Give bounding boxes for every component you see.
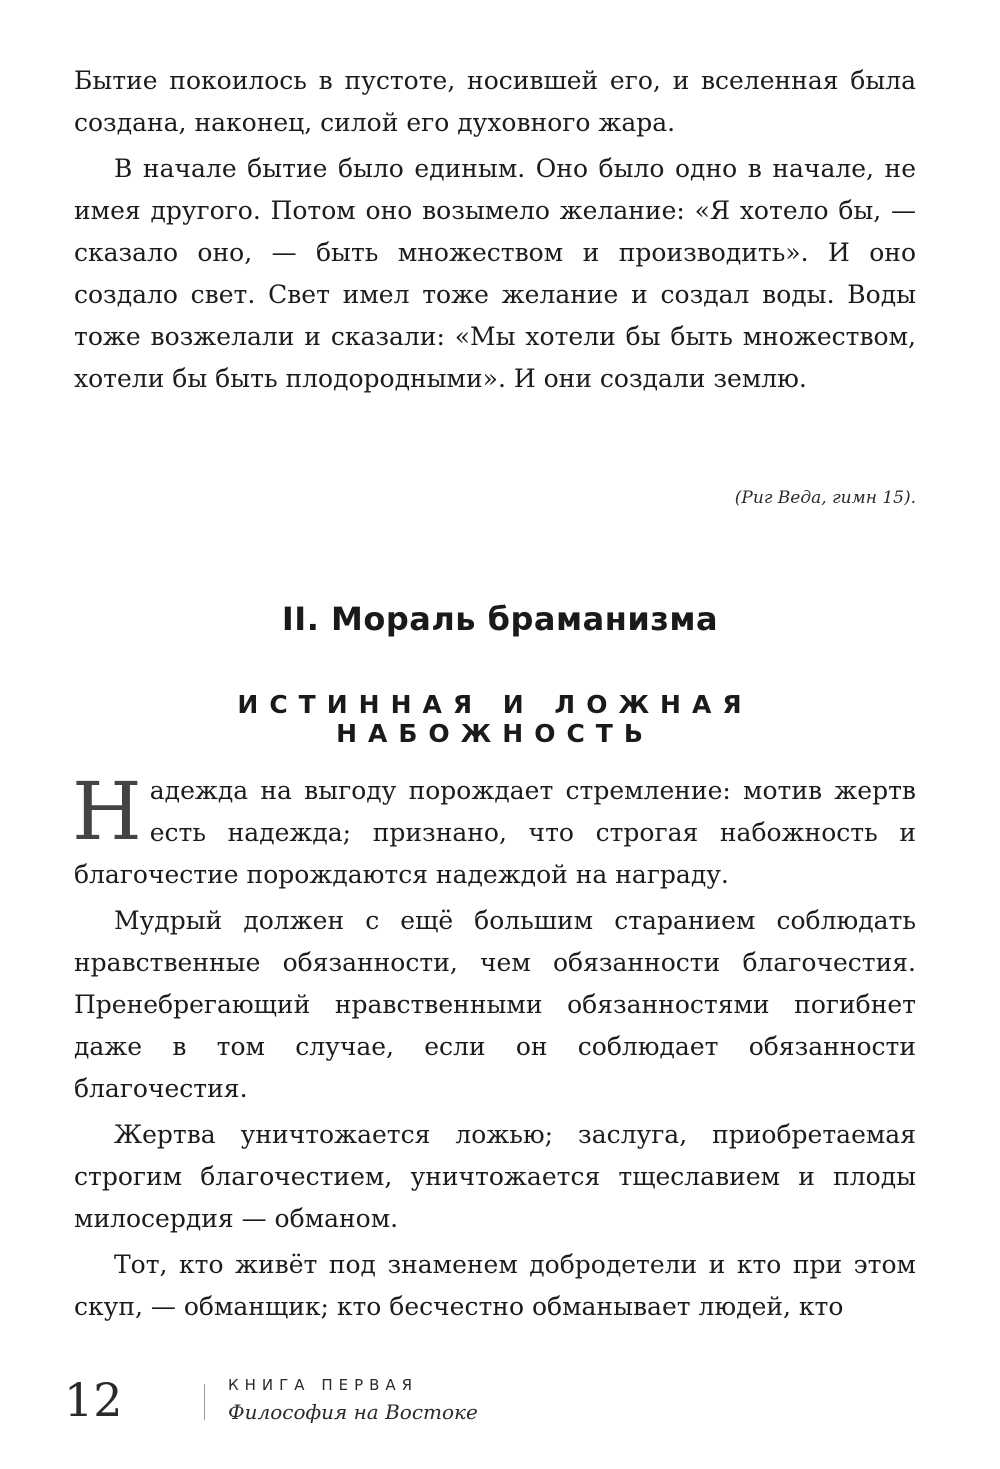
paragraph: В начале бытие было единым. Оно было одно в начале, не имея другого. Потом оно возымело желание: «Я хотело бы, — сказало оно, — быть множеством и производить». И оно создало свет. Свет имел тоже желание и создал воды. Воды тоже возжелали и сказали: «Мы хотели бы быть множеством, хотели бы быть плодородными». И они создали землю. xyxy=(74,154,916,393)
first-paragraph-text: адежда на выгоду порождает стремление: мотив жертв есть надежда; признано, что строгая набожность и благочестие порождаются надеждой на награду. xyxy=(74,776,916,889)
paragraph: Жертва уничтожается ложью; заслуга, приобретаемая строгим благочестием, уничтожается тщеславием и плоды милосердия — обманом. xyxy=(74,1120,916,1233)
paragraph: Тот, кто живёт под знаменем добродетели и кто при этом скуп, — обманщик; кто бесчестно обманывает людей, кто xyxy=(74,1250,916,1321)
subsection-title: ИСТИННАЯ И ЛОЖНАЯ НАБОЖНОСТЬ xyxy=(237,690,753,748)
book-label: КНИГА ПЕРВАЯ xyxy=(228,1376,419,1394)
section-body xyxy=(72,765,916,1328)
first-paragraph xyxy=(72,765,916,896)
drop-cap: Н xyxy=(72,765,142,858)
citation: (Риг Веда, гимн 15). xyxy=(734,488,916,508)
section-title: II. Мораль браманизма xyxy=(281,600,719,638)
page-number: 12 xyxy=(64,1373,123,1427)
hymn-quote-block xyxy=(74,60,916,400)
chapter-label: Философия на Востоке xyxy=(228,1400,478,1424)
paragraph: Мудрый должен с ещё большим старанием соблюдать нравственные обязанности, чем обязанности благочестия. Пренебрегающий нравственными обязанностями погибнет даже в том случае, если он соблюдает обязанности благочестия. xyxy=(74,906,916,1103)
page-footer xyxy=(0,1370,1000,1440)
paragraph: Бытие покоилось в пустоте, носившей его, и вселенная была создана, наконец, силой его духовного жара. xyxy=(74,66,916,137)
footer-divider xyxy=(204,1384,205,1420)
